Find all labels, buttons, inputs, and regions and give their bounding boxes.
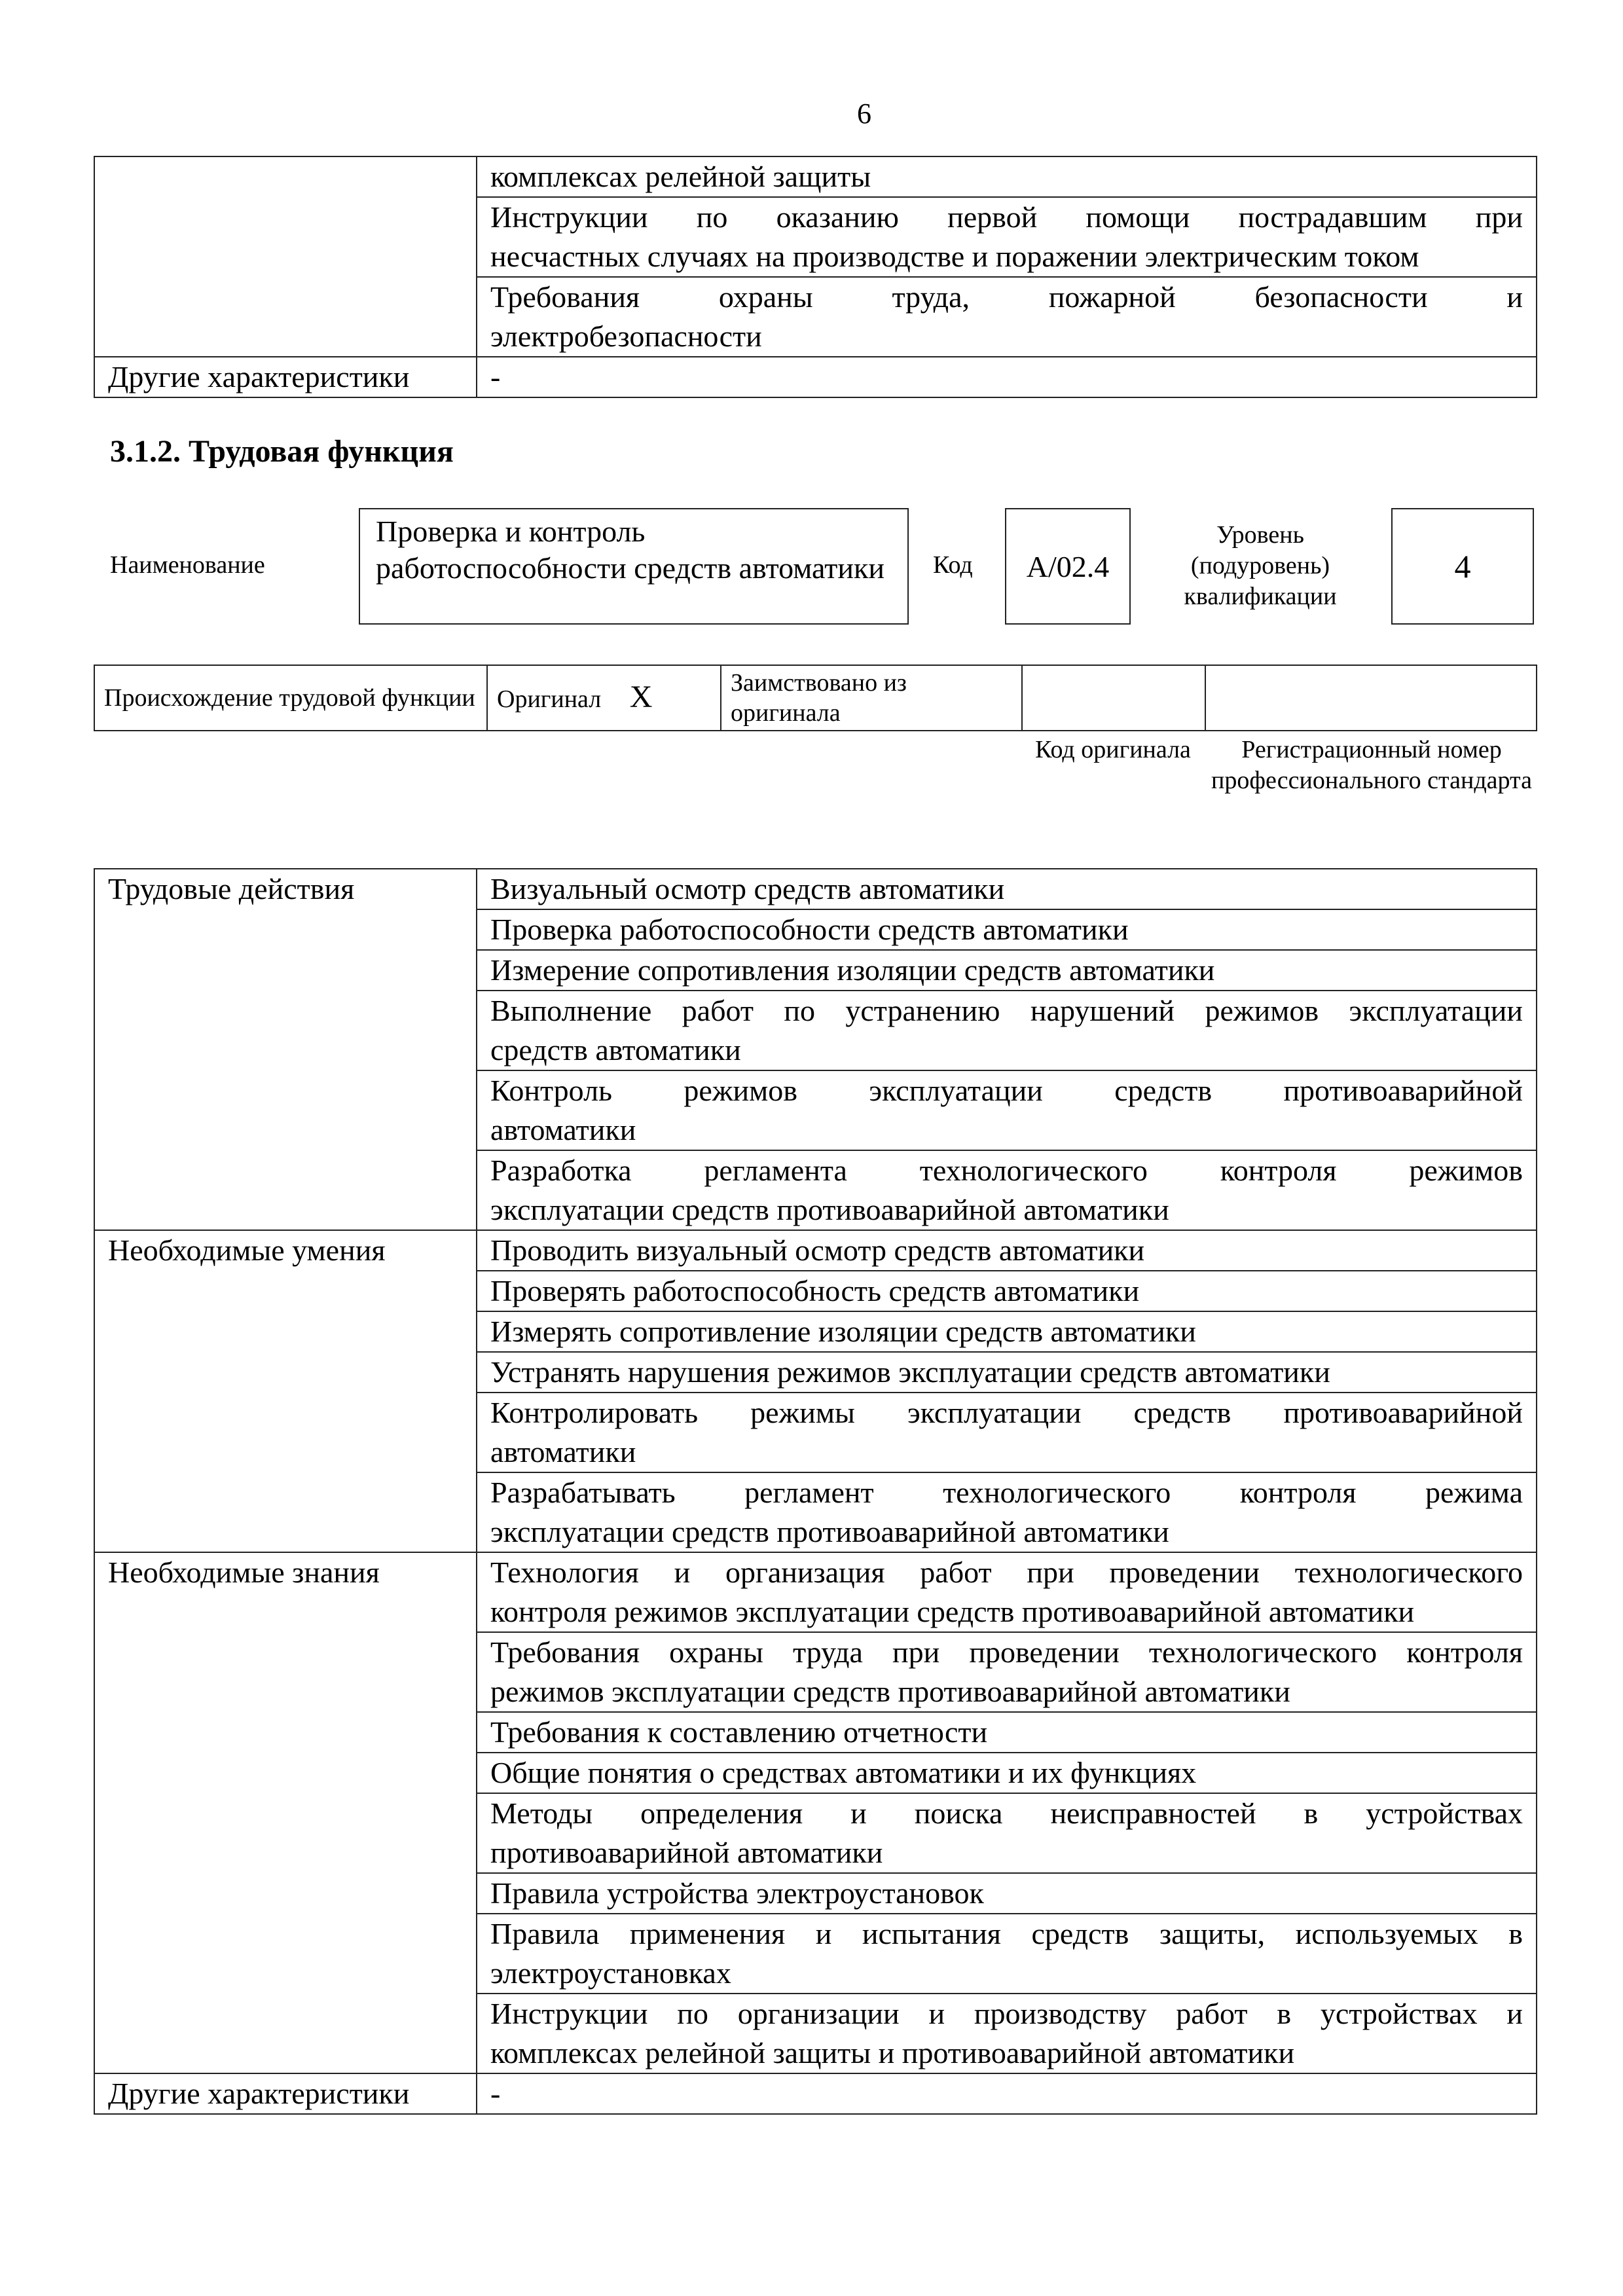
code-caption: Код оригинала (1035, 736, 1191, 763)
knowledge-item (477, 156, 1537, 197)
skill-item (477, 1311, 1537, 1352)
knowledge-item (477, 1873, 1537, 1914)
skill-item (477, 1230, 1537, 1271)
knowledge-item (477, 1914, 1537, 1994)
knowledge-item (477, 277, 1537, 357)
origin-table (94, 665, 1537, 731)
skills-label: Необходимые умения (94, 1230, 477, 1552)
labor-action-item-line: Проверка работоспособности средств автоматики (490, 913, 1129, 946)
function-code-box: A/02.4 (1005, 508, 1131, 625)
empty-label-cell (94, 156, 477, 357)
labor-action-item (477, 1150, 1537, 1230)
skill-item-line: Проверять работоспособность средств автоматики (490, 1274, 1140, 1307)
labor-action-item-line: средств автоматики (490, 1033, 741, 1066)
knowledge-item-line: Требования к составлению отчетности (490, 1715, 988, 1749)
labor-action-item-line: эксплуатации средств противоаварийной автоматики (490, 1193, 1169, 1226)
other-characteristics-value: - (477, 357, 1537, 397)
knowledge-item-row (94, 1552, 1537, 1632)
labor-action-item (477, 1070, 1537, 1150)
knowledge-item-line: комплексах релейной защиты (490, 160, 871, 193)
knowledge-item (477, 197, 1537, 277)
labor-action-item-line: Контроль режимов эксплуатации средств противоаварийной (490, 1074, 1523, 1107)
knowledge-item-line: электробезопасности (490, 319, 762, 353)
borrowed-label: Заимствовано из оригинала (721, 665, 1022, 731)
knowledge-item-line: противоаварийной автоматики (490, 1836, 883, 1869)
original-label: Оригинал (497, 685, 602, 713)
knowledge-item-line: Методы определения и поиска неисправностей в устройствах (490, 1796, 1523, 1830)
other-characteristics-value: - (477, 2073, 1537, 2114)
knowledge-item-line: Правила применения и испытания средств защиты, используемых в (490, 1917, 1523, 1950)
labor-action-item-line: автоматики (490, 1113, 636, 1146)
original-mark: X (629, 679, 653, 714)
skill-item-line: Измерять сопротивление изоляции средств автоматики (490, 1315, 1196, 1348)
original-code-cell (1022, 665, 1205, 731)
labor-action-item (477, 950, 1537, 991)
labor-action-item-line: Визуальный осмотр средств автоматики (490, 872, 1005, 905)
skill-item-line: Разрабатывать регламент технологического контроля режима (490, 1476, 1523, 1509)
qualification-level-box: 4 (1391, 508, 1534, 625)
skill-item (477, 1352, 1537, 1393)
knowledge-item-line: Требования охраны труда, пожарной безопасности и (490, 280, 1523, 314)
labor-action-item-line: Выполнение работ по устранению нарушений режимов эксплуатации (490, 994, 1523, 1027)
knowledge-item-line: несчастных случаях на производстве и поражении электрическим током (490, 240, 1419, 273)
knowledge-item (477, 1552, 1537, 1632)
labor-action-item-line: Измерение сопротивления изоляции средств автоматики (490, 953, 1215, 987)
knowledge-item-line: режимов эксплуатации средств противоаварийной автоматики (490, 1675, 1290, 1708)
reg-number-cell (1205, 665, 1537, 731)
knowledge-item-line: Требования охраны труда при проведении технологического контроля (490, 1635, 1523, 1669)
knowledge-item-line: Общие понятия о средствах автоматики и их функциях (490, 1756, 1197, 1789)
labor-action-item-row (94, 869, 1537, 909)
main-function-table (94, 868, 1537, 2115)
origin-label: Происхождение трудовой функции (94, 665, 487, 731)
knowledge-item-line: контроля режимов эксплуатации средств противоаварийной автоматики (490, 1595, 1415, 1628)
knowledge-item-line: Инструкции по оказанию первой помощи пострадавшим при (490, 200, 1523, 234)
skill-item (477, 1472, 1537, 1552)
page-number: 6 (857, 98, 871, 130)
knowledge-item-line: Правила устройства электроустановок (490, 1876, 984, 1910)
knowledge-item (477, 1712, 1537, 1753)
labor-action-item (477, 869, 1537, 909)
name-label: Наименование (110, 551, 265, 579)
knowledge-continuation-row (94, 156, 1537, 197)
skill-item-line: Контролировать режимы эксплуатации средств противоаварийной (490, 1396, 1523, 1429)
knowledge-item-line: Технология и организация работ при проведении технологического (490, 1556, 1523, 1589)
skill-item-line: Устранять нарушения режимов эксплуатации средств автоматики (490, 1355, 1330, 1389)
other-characteristics-row (94, 357, 1537, 397)
skill-item-line: автоматики (490, 1435, 636, 1468)
skill-item (477, 1393, 1537, 1472)
labor-action-item (477, 909, 1537, 950)
labor-action-item (477, 991, 1537, 1070)
labor-actions-label: Трудовые действия (94, 869, 477, 1230)
labor-action-item-line: Разработка регламента технологического контроля режимов (490, 1154, 1523, 1187)
section-title: 3.1.2. Трудовая функция (110, 434, 454, 469)
reg-caption: Регистрационный номер профессионального стандарта (1211, 736, 1532, 794)
knowledge-item-line: комплексах релейной защиты и противоаварийной автоматики (490, 2036, 1295, 2069)
other-characteristics-label: Другие характеристики (94, 2073, 477, 2114)
knowledge-item-line: Инструкции по организации и производству работ в устройствах и (490, 1997, 1523, 2030)
knowledge-item (477, 1994, 1537, 2073)
skill-item-line: эксплуатации средств противоаварийной автоматики (490, 1515, 1169, 1548)
other-characteristics-row (94, 2073, 1537, 2114)
knowledge-item (477, 1793, 1537, 1873)
other-characteristics-label: Другие характеристики (94, 357, 477, 397)
level-label: Уровень (подуровень) квалификации (1184, 521, 1337, 610)
function-name-box: Проверка и контроль работоспособности средств автоматики (359, 508, 909, 625)
knowledge-item-line: электроустановках (490, 1956, 731, 1990)
skill-item (477, 1271, 1537, 1311)
knowledge-item (477, 1632, 1537, 1712)
skill-item-row (94, 1230, 1537, 1271)
skill-item-line: Проводить визуальный осмотр средств автоматики (490, 1233, 1145, 1267)
top-continuation-table (94, 156, 1537, 398)
knowledge-item (477, 1753, 1537, 1793)
knowledge-label: Необходимые знания (94, 1552, 477, 2073)
original-cell (487, 665, 721, 731)
code-label: Код (933, 551, 973, 579)
